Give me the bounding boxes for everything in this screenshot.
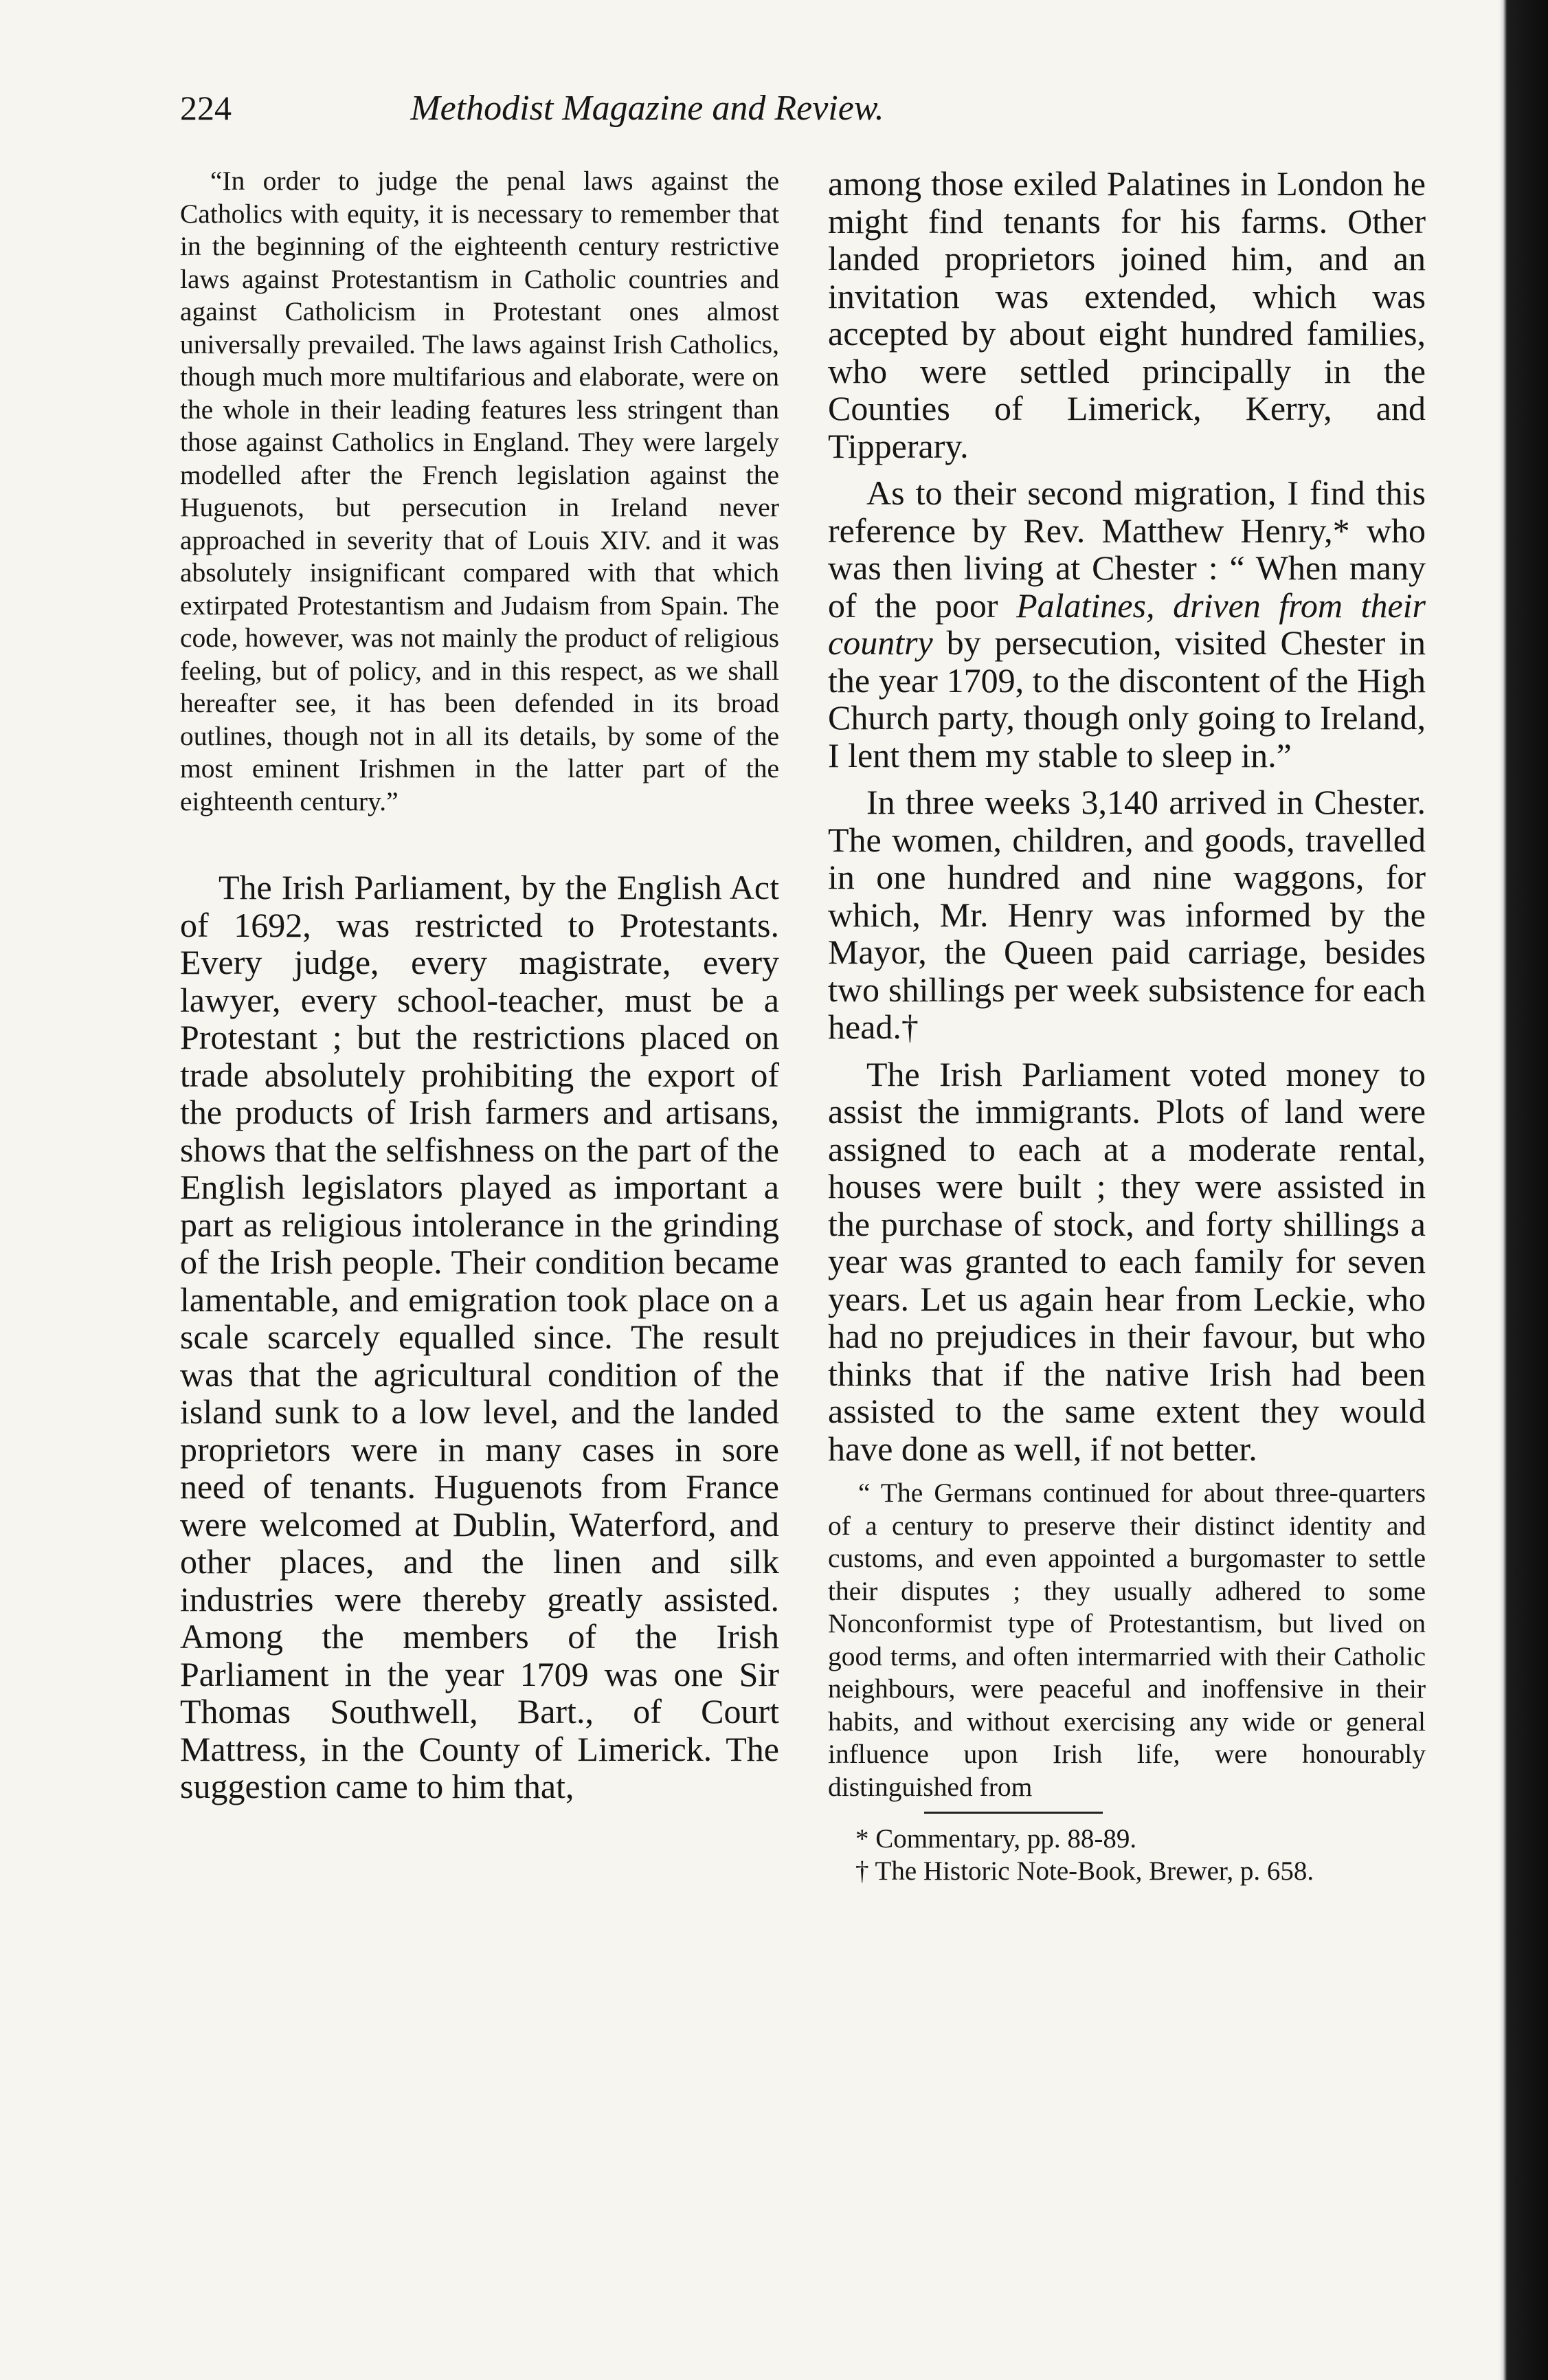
- paragraph-chester-arrival: In three weeks 3,140 arrived in Chester. The women, children, and goods, travelled in one hundred and nine waggons, for which, Mr. Henry was informed by the Mayor, the Queen paid carriage, besides two shillings per week subsistence for each head.†: [828, 783, 1426, 1046]
- right-column: [828, 165, 1426, 1887]
- paragraph-second-migration: [828, 474, 1426, 774]
- page-edge-shadow: [1499, 0, 1548, 2380]
- page-header: [180, 88, 1114, 136]
- block-quote-germans: “ The Germans continued for about three-quarters of a century to preserve their distinct identity and customs, and even appointed a burgomaster to settle their disputes ; they usually adhered to some Nonconformist type of Protestantism, but lived on good terms, and often intermarried with their Catholic neighbours, were peaceful and inoffensive in their habits, and without exercising any wide or general influence upon Irish life, were honourably distinguished from: [828, 1478, 1426, 1802]
- text-span: As to their second migration, I find this reference by Rev. Matthew Henry,* who was then living at Chester : “ When many of the poor: [828, 474, 1426, 625]
- paragraph-parliament-vote: The Irish Parliament voted money to assist the immigrants. Plots of land were assigned to each at a moderate rental, houses were built ; they were assisted in the purchase of stock, and forty shillings a year was granted to each family for seven years. Let us again hear from Leckie, who had no prejudices in their favour, but who thinks that if the native Irish had been assisted to the same extent they would have done as well, if not better.: [828, 1054, 1426, 1468]
- footnote-rule: [924, 1812, 1103, 1814]
- italic-phrase: Palatines, driven from their country: [828, 586, 1426, 662]
- footnote-2: † The Historic Note-Book, Brewer, p. 658.: [855, 1856, 1314, 1886]
- page-number: 224: [180, 89, 232, 127]
- text-span: by persecution, visited Chester in the year 1709, to the discontent of the High Church party, though only going to Ireland, I lent them my stable to sleep in.”: [828, 623, 1426, 775]
- running-title: Methodist Magazine and Review.: [410, 89, 884, 128]
- paragraph-irish-parliament: The Irish Parliament, by the English Act of 1692, was restricted to Protestants. Every judge, every magistrate, every lawyer, every school-teacher, must be a Protestant ; but the restrictions placed on trade absolutely prohibiting the export of the products of Irish farmers and artisans, shows that the selfishness on the part of the English legislators played as important a part as religious intolerance in the grinding of the Irish people. Their condition became lamentable, and emigration took place on a scale scarcely equalled since. The result was that the agricultural condition of the island sunk to a low level, and the landed proprietors were in many cases in sore need of tenants. Huguenots from France were welcomed at Dublin, Waterford, and other places, and the linen and silk industries were thereby greatly assisted. Among the members of the Irish Parliament in the year 1709 was one Sir Thomas Southwell, Bart., of Court Mattress, in the County of Limerick. The suggestion came to him that,: [180, 868, 779, 1805]
- block-quote-penal-laws: “In order to judge the penal laws against the Catholics with equity, it is necessary to remember that in the beginning of the eighteenth century restrictive laws against Protestantism in Catholic countries and against Catholicism in Protestant ones almost universally prevailed. The laws against Irish Catholics, though much more multifarious and elaborate, were on the whole in their leading features less stringent than those against Catholics in England. They were largely modelled after the French legislation against the Huguenots, but persecution in Ireland never approached in severity that of Louis XIV. and it was absolutely insignificant compared with that which extirpated Protestantism and Judaism from Spain. The code, however, was not mainly the product of religious feeling, but of policy, and in this respect, as we shall hereafter see, it has been defended in its broad outlines, though not in all its details, by some of the most eminent Irishmen in the latter part of the eighteenth century.”: [180, 166, 779, 816]
- left-column: [180, 165, 779, 1805]
- footnote-1: * Commentary, pp. 88-89.: [855, 1824, 1137, 1854]
- paragraph-palatines-tenants: among those exiled Palatines in London he might find tenants for his farms. Other landed proprietors joined him, and an invitation was extended, which was accepted by about eight hundred families, who were settled principally in the Counties of Limerick, Kerry, and Tipperary.: [828, 164, 1426, 465]
